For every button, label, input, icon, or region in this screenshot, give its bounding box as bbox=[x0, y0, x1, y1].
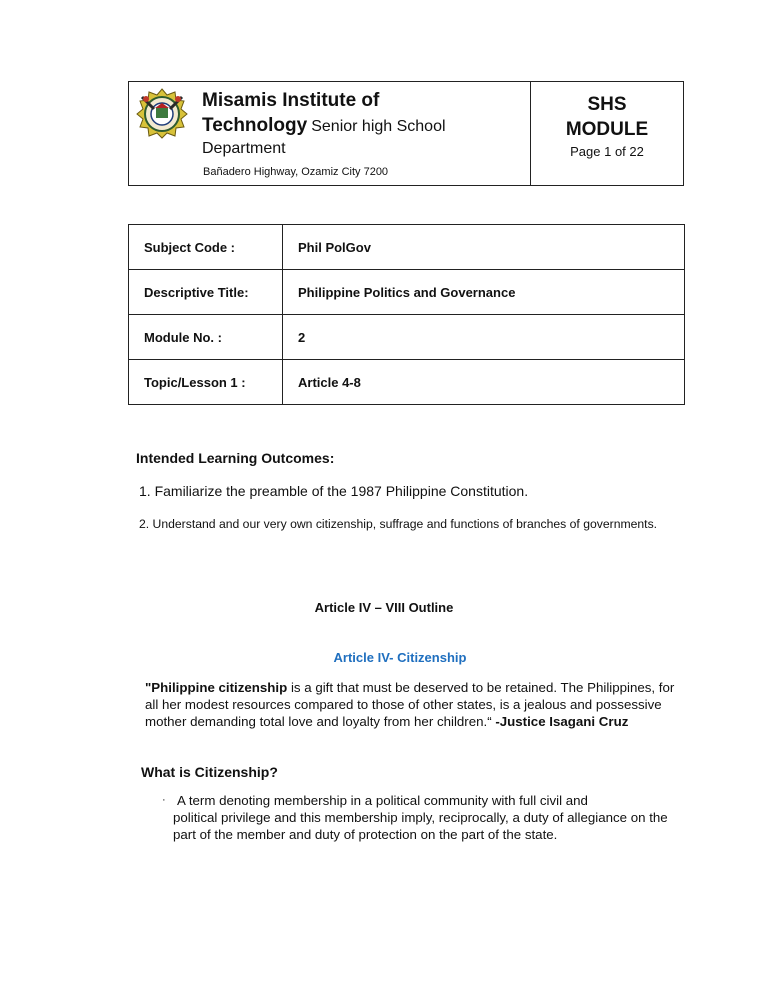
table-value: Article 4-8 bbox=[283, 360, 685, 405]
module-label-line1: SHS bbox=[587, 94, 627, 115]
institution-division: Senior high School bbox=[311, 118, 446, 135]
outline-title: Article IV – VIII Outline bbox=[314, 600, 454, 615]
learning-outcome-item: 1. Familiarize the preamble of the 1987 Philippine Constitution. bbox=[139, 483, 529, 499]
learning-outcomes-heading: Intended Learning Outcomes: bbox=[136, 450, 335, 466]
institution-address: Bañadero Highway, Ozamiz City 7200 bbox=[203, 166, 389, 178]
table-key: Topic/Lesson 1 : bbox=[129, 360, 283, 405]
module-info-table bbox=[128, 224, 685, 405]
quote-author: -Justice Isagani Cruz bbox=[495, 714, 629, 729]
table-row bbox=[129, 270, 685, 315]
institution-name-line2 bbox=[202, 115, 446, 137]
bullet-text-line1: A term denoting membership in a political community with full civil and bbox=[177, 793, 588, 808]
citizenship-quote bbox=[145, 679, 685, 730]
learning-outcome-item: 2. Understand and our very own citizenship, suffrage and functions of branches of governments. bbox=[139, 517, 658, 531]
article-title: Article IV- Citizenship bbox=[333, 650, 467, 665]
table-key: Descriptive Title: bbox=[129, 270, 283, 315]
school-seal-icon bbox=[136, 87, 188, 139]
institution-name-bold: Technology bbox=[202, 115, 308, 136]
bullet-marker: · bbox=[162, 794, 166, 806]
table-row bbox=[129, 315, 685, 360]
quote-emphasis: "Philippine citizenship bbox=[145, 680, 288, 695]
table-key: Subject Code : bbox=[129, 225, 283, 270]
module-label bbox=[531, 92, 683, 142]
section-heading: What is Citizenship? bbox=[141, 764, 278, 780]
quote-text: is a gift that must be deserved to be retained. The Philippines, for all her modest resources compared to those of other states, is a jealous and possessive mother demanding total love and loyalty from her children.“ bbox=[145, 680, 675, 729]
table-value: Philippine Politics and Governance bbox=[283, 270, 685, 315]
table-value: Phil PolGov bbox=[283, 225, 685, 270]
module-header bbox=[128, 81, 684, 186]
page-number: Page 1 of 22 bbox=[570, 144, 644, 159]
institution-department: Department bbox=[202, 140, 286, 157]
table-value: 2 bbox=[283, 315, 685, 360]
bullet-text-rest: political privilege and this membership imply, reciprocally, a duty of allegiance on the part of the member and duty of protection on the part of the state. bbox=[173, 810, 668, 842]
table-row bbox=[129, 360, 685, 405]
table-row bbox=[129, 225, 685, 270]
module-label-line2: MODULE bbox=[565, 119, 649, 140]
table-key: Module No. : bbox=[129, 315, 283, 360]
list-item bbox=[162, 792, 680, 843]
institution-name: Misamis Institute of bbox=[202, 90, 380, 111]
